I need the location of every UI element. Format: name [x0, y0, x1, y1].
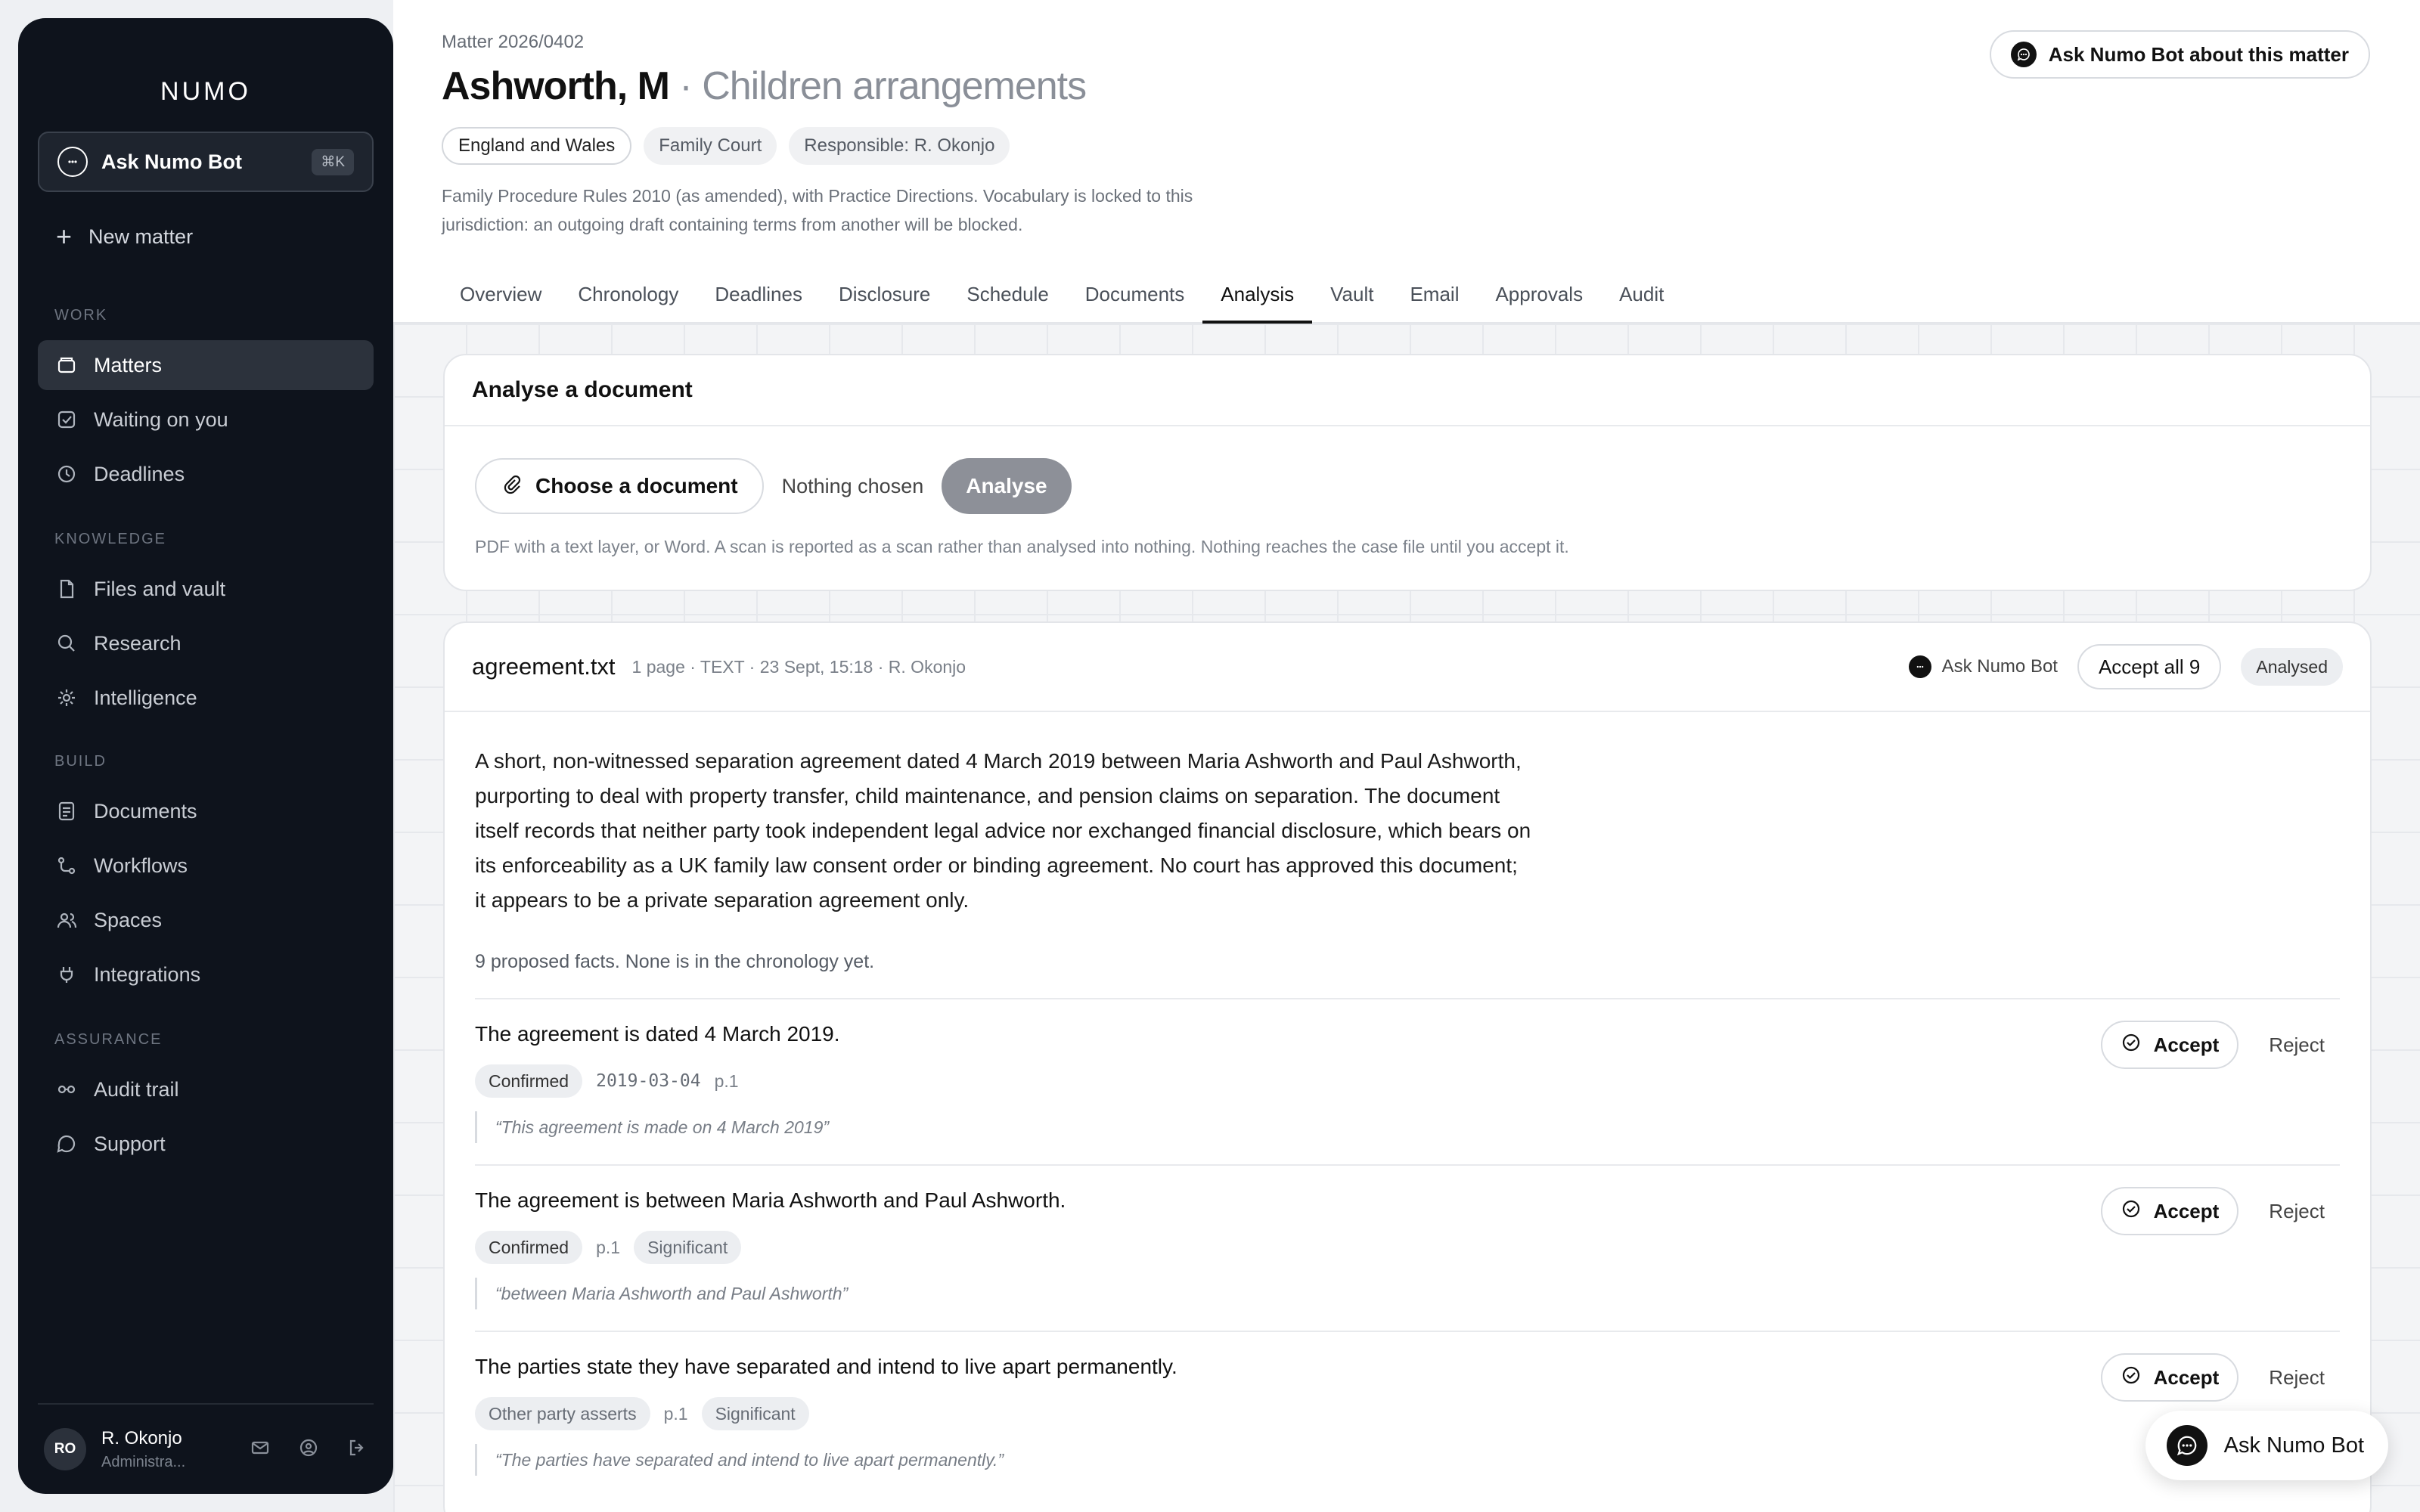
sidebar-item-files[interactable] — [38, 564, 374, 614]
section-label-work: WORK — [54, 307, 108, 324]
fact-date: 2019-03-04 — [596, 1071, 701, 1091]
fact-quote: “between Maria Ashworth and Paul Ashworth” — [475, 1278, 848, 1309]
court-chip: Family Court — [644, 127, 777, 165]
tab-chronology[interactable]: Chronology — [578, 283, 679, 305]
mail-icon[interactable] — [250, 1437, 271, 1462]
shortcut-badge: ⌘K — [312, 149, 354, 175]
tab-approvals[interactable]: Approvals — [1495, 283, 1584, 305]
analyse-document-card — [443, 354, 2372, 591]
tab-documents[interactable]: Documents — [1084, 283, 1185, 305]
sidebar-item-support[interactable] — [38, 1119, 374, 1169]
section-label-knowledge: KNOWLEDGE — [54, 531, 167, 547]
sidebar-item-label: Matters — [94, 353, 163, 376]
user-circle-icon[interactable] — [298, 1437, 319, 1462]
chat-bot-icon — [57, 147, 88, 177]
search-icon — [56, 633, 77, 654]
ask-numo-bot-label: Ask Numo Bot — [101, 150, 243, 173]
new-matter-label: New matter — [88, 225, 194, 248]
sidebar-item-label: Support — [94, 1132, 166, 1155]
tab-schedule[interactable]: Schedule — [966, 283, 1049, 305]
user-role: Administra... — [101, 1453, 186, 1470]
check-circle-icon — [2121, 1198, 2142, 1225]
chat-bot-icon — [2167, 1425, 2207, 1466]
sidebar-item-label: Workflows — [94, 854, 188, 877]
section-label-assurance: ASSURANCE — [54, 1031, 163, 1048]
sidebar-item-documents[interactable] — [38, 786, 374, 836]
sidebar-item-label: Integrations — [94, 962, 201, 986]
fact-quote: “The parties have separated and intend to live apart permanently.” — [475, 1444, 1004, 1476]
accept-label: Accept — [2153, 1365, 2220, 1389]
new-matter-button[interactable] — [56, 221, 193, 253]
significance-tag: Significant — [702, 1397, 809, 1430]
fact-status-tag: Confirmed — [475, 1231, 582, 1264]
floating-ask-bot-label: Ask Numo Bot — [2223, 1433, 2364, 1458]
sidebar — [18, 18, 393, 1494]
sidebar-item-research[interactable] — [38, 618, 374, 668]
logout-icon[interactable] — [346, 1437, 368, 1462]
jurisdiction-description: Family Procedure Rules 2010 (as amended), with Practice Directions. Vocabulary is locked to this jurisdiction: an outgoing draft containing terms from another will be blocked. — [442, 186, 1193, 234]
fact-page[interactable]: p.1 — [663, 1403, 688, 1424]
sidebar-item-workflows[interactable] — [38, 841, 374, 891]
tab-vault[interactable]: Vault — [1330, 283, 1374, 305]
sidebar-item-label: Research — [94, 631, 182, 655]
matter-subtitle: · Children arrangements — [669, 64, 1087, 108]
chat-bot-icon — [2011, 42, 2037, 67]
users-icon — [56, 909, 77, 931]
chat-bot-icon — [1909, 655, 1931, 678]
user-panel — [38, 1403, 374, 1494]
sidebar-item-audit-trail[interactable] — [38, 1064, 374, 1114]
paperclip-icon — [501, 473, 522, 500]
avatar[interactable]: RO — [44, 1428, 86, 1470]
fact-quote: “This agreement is made on 4 March 2019” — [475, 1111, 829, 1143]
fact-text: The parties state they have separated and intend to live apart permanently. — [475, 1355, 1177, 1378]
matter-title: Ashworth, M — [442, 64, 669, 108]
card-title: Analyse a document — [445, 355, 2370, 426]
sidebar-item-waiting[interactable] — [38, 395, 374, 445]
fact-text: The agreement is between Maria Ashworth and Paul Ashworth. — [475, 1188, 1066, 1212]
ask-bot-document-button[interactable] — [1909, 655, 2058, 678]
sidebar-item-label: Intelligence — [94, 686, 197, 709]
sidebar-item-label: Waiting on you — [94, 407, 228, 431]
choose-document-label: Choose a document — [535, 474, 738, 497]
fact-status-tag: Other party asserts — [475, 1397, 650, 1430]
fact-row — [475, 998, 2340, 1164]
matter-tabs — [442, 272, 1682, 324]
fact-page[interactable]: p.1 — [714, 1070, 739, 1091]
tab-analysis[interactable]: Analysis — [1202, 272, 1312, 324]
check-circle-icon — [2121, 1032, 2142, 1058]
sidebar-item-integrations[interactable] — [38, 950, 374, 999]
tab-email[interactable]: Email — [1410, 283, 1460, 305]
document-summary: A short, non-witnessed separation agreement dated 4 March 2019 between Maria Ashworth and Paul Ashworth, purporting to deal with property transfer, child maintenance, and pension claims on separation. The document itself records that neither party took independent legal advice nor exchanged financial disclosure, which bears on its enforceability as a UK family law consent order or binding agreement. No court has approved this document; it appears to be a private separation agreement only. — [475, 749, 1531, 912]
reject-button[interactable]: Reject — [2269, 1033, 2325, 1056]
document-analysis-card — [443, 621, 2372, 1512]
check-square-icon — [56, 409, 77, 430]
chosen-file-status: Nothing chosen — [781, 474, 924, 497]
sidebar-item-spaces[interactable] — [38, 895, 374, 945]
significance-tag: Significant — [634, 1231, 741, 1264]
ask-bot-about-matter-button[interactable] — [1990, 30, 2370, 79]
jurisdiction-chip[interactable]: England and Wales — [442, 127, 631, 165]
fact-row — [475, 1331, 2340, 1497]
sidebar-item-label: Files and vault — [94, 577, 226, 600]
ask-bot-document-label: Ask Numo Bot — [1941, 656, 2058, 677]
workflow-icon — [56, 855, 77, 876]
analyse-button[interactable]: Analyse — [942, 458, 1071, 514]
reject-button[interactable]: Reject — [2269, 1199, 2325, 1222]
accept-label: Accept — [2153, 1199, 2220, 1222]
document-meta: 1 page · TEXT · 23 Sept, 15:18 · R. Okonjo — [631, 656, 966, 677]
sidebar-item-intelligence[interactable] — [38, 673, 374, 723]
choose-document-button[interactable] — [475, 458, 764, 514]
briefcase-icon — [56, 355, 77, 376]
matter-number: Matter 2026/0402 — [442, 32, 585, 52]
tab-disclosure[interactable]: Disclosure — [838, 283, 931, 305]
sidebar-item-label: Audit trail — [94, 1077, 179, 1101]
accept-label: Accept — [2153, 1033, 2220, 1056]
floating-ask-bot-button[interactable] — [2145, 1411, 2388, 1480]
user-name: R. Okonjo — [101, 1427, 182, 1448]
fact-status-tag: Confirmed — [475, 1064, 582, 1098]
tab-audit[interactable]: Audit — [1619, 283, 1665, 305]
plus-icon: + — [56, 221, 73, 252]
sidebar-item-deadlines[interactable] — [38, 449, 374, 499]
tab-deadlines[interactable]: Deadlines — [715, 283, 802, 305]
fact-row — [475, 1164, 2340, 1331]
responsible-chip: Responsible: R. Okonjo — [789, 127, 1010, 165]
matter-chips — [442, 127, 1010, 165]
file-icon — [56, 578, 77, 600]
numo-logo: NUMO — [160, 77, 251, 106]
facts-count: 9 proposed facts. None is in the chronology yet. — [475, 951, 875, 972]
document-icon — [56, 801, 77, 822]
message-circle-icon — [56, 1133, 77, 1154]
sidebar-item-matters[interactable] — [38, 340, 374, 390]
link-icon — [56, 1079, 77, 1100]
page-title — [442, 64, 1086, 109]
analyse-hint: PDF with a text layer, or Word. A scan is reported as a scan rather than analysed into nothing. Nothing reaches the case file until you accept it. — [475, 537, 1569, 556]
check-circle-icon — [2121, 1365, 2142, 1391]
sidebar-item-label: Spaces — [94, 908, 163, 931]
accept-button[interactable] — [2101, 1353, 2239, 1402]
tab-overview[interactable]: Overview — [460, 283, 542, 305]
sun-icon — [56, 687, 77, 708]
accept-all-button[interactable]: Accept all 9 — [2077, 644, 2221, 689]
clock-icon — [56, 463, 77, 485]
status-badge: Analysed — [2241, 648, 2343, 686]
document-name[interactable]: agreement.txt — [472, 653, 616, 680]
plug-icon — [56, 964, 77, 985]
sidebar-item-label: Deadlines — [94, 462, 185, 485]
fact-text: The agreement is dated 4 March 2019. — [475, 1022, 840, 1046]
reject-button[interactable]: Reject — [2269, 1365, 2325, 1389]
ask-matter-label: Ask Numo Bot about this matter — [2048, 42, 2349, 66]
ask-numo-bot-button[interactable] — [38, 132, 374, 192]
fact-page[interactable]: p.1 — [596, 1237, 621, 1257]
accept-button[interactable] — [2101, 1187, 2239, 1235]
accept-button[interactable] — [2101, 1021, 2239, 1069]
sidebar-item-label: Documents — [94, 799, 197, 823]
section-label-build: BUILD — [54, 753, 107, 770]
matter-header — [393, 0, 2420, 324]
